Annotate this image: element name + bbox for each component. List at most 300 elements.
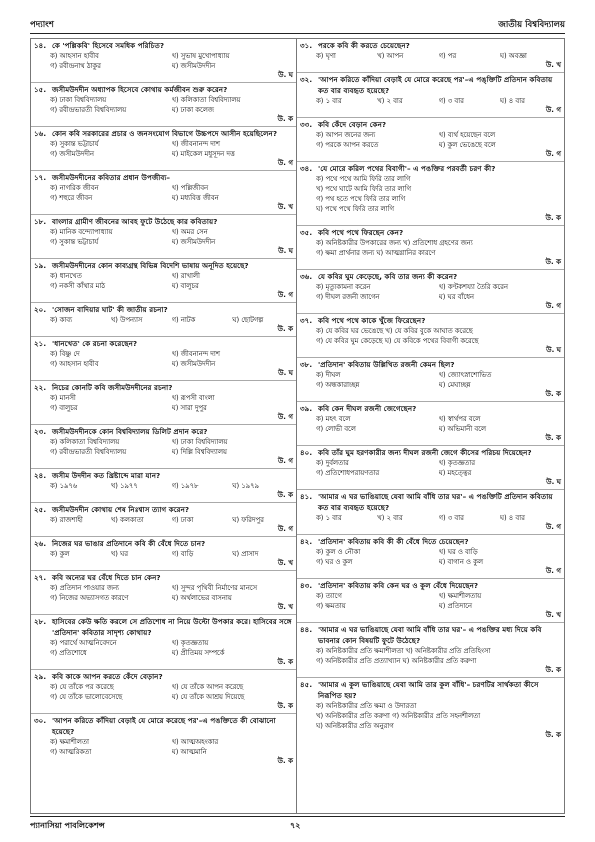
- header-section-title: পদ্যাংশ: [30, 20, 54, 30]
- option-list: [300, 547, 561, 567]
- option-list: [34, 349, 293, 369]
- question-text: 'আমার এ ঘর ভাঙিয়াছে যেবা আমি বাঁধি তার ঘর'– এ পঙক্তির মধ্য দিয়ে কবি ভাবনার কোন বিষয়টি ফুটে উঠেছে?: [318, 625, 542, 645]
- answer-key: উ. গ: [545, 523, 561, 531]
- question-text: কবি কেঁদে বেড়ান কেন?: [318, 120, 387, 129]
- question-text: কবি অন্যের ঘর বেঁধে দিতে চান কেন?: [52, 573, 161, 582]
- question-text: 'ধানখেত' কে রচনা করেছেন?: [52, 339, 138, 348]
- answer-option: ক) কুল: [50, 550, 70, 558]
- option-list: [300, 51, 561, 61]
- answer-option: ঘ) পথে পথে ফিরি তার লাগি: [316, 205, 394, 213]
- option-list: [300, 238, 561, 258]
- answer-option: ক) মৃত্যুকামনা করেন: [316, 283, 371, 291]
- answer-key: উ. ক: [277, 702, 293, 710]
- question-text: জসীমউদদীন অধ্যাপক হিসেবে কোথায় কর্মজীবন শুরু করেন?: [52, 85, 228, 94]
- question-number: ২৩.: [34, 427, 47, 436]
- answer-option: খ) অমর সেন: [171, 228, 208, 236]
- question-number: ৩৭.: [300, 316, 313, 325]
- answer-key-row: [300, 61, 561, 70]
- option-list: [300, 591, 561, 611]
- question-number: ২২.: [34, 383, 47, 392]
- question-block: [297, 118, 564, 162]
- answer-option: গ) বাড়ি: [171, 550, 194, 558]
- option-list: [34, 183, 293, 203]
- question-stem: [34, 338, 293, 349]
- answer-option: ক) ঢাকা বিশ্ববিদ্যালয়: [50, 96, 107, 104]
- question-block: [297, 579, 564, 623]
- option-list: [300, 282, 561, 302]
- question-text: 'আপন করিতে কাঁদিয়া বেড়াই যে মোরে করেছে পর'–এ পঙ্‌ক্তিটি প্রতিদান কবিতায় কত বার ব্যবহৃত হয়েছে?: [318, 75, 553, 95]
- option-list: [34, 638, 293, 658]
- question-number: ২৬.: [34, 539, 47, 548]
- answer-key-row: [34, 115, 293, 124]
- answer-key-row: [300, 106, 561, 115]
- answer-option: ঘ) যে তাঁকে আশ্রয় দিয়েছে: [171, 693, 245, 701]
- option-list: [34, 481, 293, 491]
- question-block: [31, 83, 296, 127]
- answer-key: উ. গ: [277, 413, 293, 421]
- answer-option: খ) আপন: [377, 52, 404, 60]
- answer-key-row: [300, 611, 561, 620]
- answer-option: ক) যে কবির ঘর ভেঙেছে খ) যে কবির বুকে আঘাত করেছে: [316, 327, 473, 335]
- answer-option: খ) ক্ষমাশীলতায়: [438, 592, 482, 600]
- option-list: [300, 414, 561, 434]
- question-number: ১৭.: [34, 173, 47, 182]
- question-block: [297, 162, 564, 226]
- answer-option: খ) সুন্দর পৃথিবী নির্মাণের মানসে: [171, 584, 257, 592]
- answer-option: ঘ) ঢাকা কলেজ: [171, 106, 214, 114]
- question-columns: [30, 38, 565, 814]
- answer-key-row: [300, 302, 561, 311]
- option-list: [34, 437, 293, 457]
- question-block: [31, 714, 296, 768]
- option-list: [300, 96, 561, 106]
- answer-option: খ) কলিকাতা বিশ্ববিদ্যালয়: [171, 96, 241, 104]
- answer-option: ঘ) ফরিদপুর: [232, 516, 264, 524]
- answer-option: গ) প্রতিশোধপরায়ণতার: [316, 469, 380, 477]
- option-list: [34, 315, 293, 325]
- answer-option: গ) যে তাঁকে ভালোবেসেছে: [50, 693, 123, 701]
- question-block: [297, 358, 564, 402]
- option-list: [300, 458, 561, 478]
- question-stem: [34, 504, 293, 515]
- answer-key-row: [300, 434, 561, 443]
- option-list: [300, 370, 561, 390]
- answer-option: গ) বালুচর: [50, 404, 78, 412]
- right-column: [297, 38, 565, 814]
- answer-option: গ) ক্ষমা প্রার্থনার জন্য ঘ) আত্মগ্লানির কারণে: [316, 249, 436, 257]
- answer-key-row: [300, 478, 561, 487]
- answer-option: ক) ঘৃণা: [316, 52, 336, 60]
- answer-option: গ) রবীন্দ্রনাথ ঠাকুর: [50, 62, 101, 70]
- answer-key: উ. গ: [277, 457, 293, 465]
- option-list: [300, 174, 561, 214]
- question-text: জসীমউদদীনের কবিতার প্রধান উপজীব্য–: [52, 173, 170, 182]
- question-stem: [34, 84, 293, 95]
- question-number: ২০.: [34, 305, 47, 314]
- answer-option: গ) ৩ বার: [438, 97, 464, 105]
- question-text: যে কবির ঘুম কেড়েছে, কবি তার জন্য কী করেন?: [318, 272, 458, 281]
- question-block: [31, 215, 296, 259]
- answer-option: ক) প্রতিদান পাওয়ার জন্য: [50, 584, 120, 592]
- answer-key: উ. ক: [277, 115, 293, 123]
- answer-key: উ. গ: [277, 291, 293, 299]
- answer-key-row: [34, 702, 293, 711]
- answer-option: ক) পথে পথে আমি ফিরি তার লাগি: [316, 175, 411, 183]
- answer-option: গ) পরকে আপন করতে: [316, 141, 379, 149]
- answer-key-row: [300, 523, 561, 532]
- question-stem: [34, 715, 293, 737]
- option-list: [300, 130, 561, 150]
- question-stem: [300, 679, 561, 701]
- answer-option: গ) শহুরে জীবন: [50, 194, 93, 202]
- answer-option: ঘ) ছোটগল্প: [232, 316, 264, 324]
- answer-option: ক) ১ বার: [316, 514, 342, 522]
- answer-option: ক) ধানখেত: [50, 272, 82, 280]
- question-block: [297, 226, 564, 270]
- answer-option: ঘ) ঘর বাঁধেন: [438, 293, 474, 301]
- answer-option: গ) দীঘল রজনী জাগেন: [316, 293, 380, 301]
- question-number: ৩০.: [34, 716, 47, 725]
- footer-publisher: প্যানাসিয়া পাবলিকেশন্স: [30, 820, 105, 830]
- question-stem: [34, 40, 293, 51]
- answer-option: খ) রাখালী: [171, 272, 200, 280]
- question-block: [31, 381, 296, 425]
- answer-key-row: [300, 258, 561, 267]
- answer-option: ঘ) মাইকেল মধুসূদন দত্ত: [171, 150, 235, 158]
- question-text: 'সোজন বাদিয়ার ঘাট' কী জাতীয় রচনা?: [52, 305, 168, 314]
- answer-key-row: [34, 603, 293, 612]
- header-rule: [30, 33, 565, 34]
- option-list: [34, 51, 293, 71]
- question-stem: [34, 304, 293, 315]
- question-stem: [300, 74, 561, 96]
- answer-option: ক) ত্যাগে: [316, 592, 342, 600]
- question-text: বাংলার গ্রামীণ জীবনের আবহ ফুটে উঠেছে কার কবিতায়?: [52, 217, 218, 226]
- answer-option: গ) রবীন্দ্রভারতী বিশ্ববিদ্যালয়: [50, 106, 127, 114]
- answer-key-row: [34, 71, 293, 80]
- answer-option: ঘ) ৪ বার: [499, 97, 525, 105]
- answer-option: ক) যে তাঁকে পর করেছে: [50, 683, 114, 691]
- question-stem: [34, 470, 293, 481]
- answer-option: ঘ) বালুচর: [171, 282, 199, 290]
- question-stem: [300, 163, 561, 174]
- answer-key-row: [300, 214, 561, 223]
- answer-option: ঘ) মধ্যবিত্ত জীবন: [171, 194, 219, 202]
- answer-option: খ) পল্লিজীবন: [171, 184, 209, 192]
- question-text: কবি পথে পথে কাকে খুঁজে ফিরেছেন?: [318, 316, 426, 325]
- question-number: ২৮.: [34, 617, 47, 626]
- answer-key: উ. ঘ: [546, 478, 561, 486]
- question-text: নিজের ঘর ভাঙার প্রতিদানে কবি কী বেঁধে দিতে চান?: [52, 539, 206, 548]
- answer-option: ঘ) দিল্লি বিশ্ববিদ্যালয়: [171, 448, 227, 456]
- answer-option: খ) যে তাঁকে আপন করেছে: [171, 683, 244, 691]
- answer-option: ঘ) প্রতিদানে: [438, 602, 472, 610]
- answer-option: গ) যে কবির ঘুম কেড়েছে ঘ) যে কবিকে পথের বিবাগী করেছে: [316, 337, 479, 345]
- question-text: 'আপন করিতে কাঁদিয়া বেড়াই যে মোরে করেছে পর'–এ পঙক্তিতে কী বোঝানো হয়েছে?: [52, 716, 276, 736]
- question-stem: [300, 536, 561, 547]
- question-number: ২১.: [34, 339, 47, 348]
- question-number: ৩৮.: [300, 360, 313, 369]
- answer-key-row: [34, 291, 293, 300]
- answer-option: ক) অনিষ্টকারীর উপকারের জন্য খ) প্রতিশোধ গ্রহণের জন্য: [316, 239, 473, 247]
- answer-option: খ) পথে ঘাটে আমি ফিরি তার লাগি: [316, 185, 411, 193]
- answer-key-row: [34, 159, 293, 168]
- answer-option: ক) কুল ও নৌকা: [316, 548, 361, 556]
- answer-option: ঘ) মহত্ত্বের: [438, 469, 472, 477]
- question-block: [297, 623, 564, 678]
- answer-key: উ. খ: [277, 203, 293, 211]
- question-text: 'আমার এ কুল ভাঙিয়াছে যেবা আমি তার কুল বাঁধি'– চরণটির সার্থকতা কীসে নিরূপিত হয়?: [318, 680, 539, 700]
- left-column: [30, 38, 297, 814]
- question-block: [297, 535, 564, 579]
- answer-option: খ) কণ্টকশয্যা তৈরি করেন: [438, 283, 508, 291]
- answer-option: গ) নকসী কাঁথার মাঠ: [50, 282, 106, 290]
- answer-key-row: [34, 247, 293, 256]
- answer-option: ক) দুর্বলতার: [316, 459, 349, 467]
- question-number: ২৯.: [34, 672, 47, 681]
- question-number: ৪৫.: [300, 680, 313, 689]
- answer-key-row: [34, 413, 293, 422]
- question-text: নিচের কোনটি কবি জসীমউদদীনের রচনা?: [52, 383, 173, 392]
- question-number: ২৪.: [34, 471, 47, 480]
- answer-option: ঘ) অভিমানী বলে: [438, 425, 486, 433]
- answer-key: উ. খ: [545, 611, 561, 619]
- option-list: [34, 95, 293, 115]
- answer-key-row: [300, 346, 561, 355]
- question-block: [31, 39, 296, 83]
- answer-option: ক) নাগরিক জীবন: [50, 184, 99, 192]
- question-text: 'যে মোরে করিল পথের বিবাগী'– এ পঙক্তির পরবর্তী চরণ কী?: [318, 164, 496, 173]
- answer-option: ক) ক্ষমাশীলতা: [50, 738, 89, 746]
- question-block: [297, 490, 564, 535]
- answer-option: খ) জীবনানন্দ দাশ: [171, 350, 220, 358]
- question-number: ৪৪.: [300, 625, 313, 634]
- answer-option: ঘ) জসীমউদদীন: [171, 360, 216, 368]
- answer-key-row: [300, 150, 561, 159]
- question-stem: [34, 426, 293, 437]
- question-text: জসীমউদদীন কোথায় শেষ নিঃশ্বাস ত্যাগ করেন?: [52, 505, 190, 514]
- question-block: [297, 314, 564, 358]
- answer-option: ক) আপন জনের জন্য: [316, 131, 376, 139]
- answer-key: উ. খ: [277, 559, 293, 567]
- answer-option: গ) নাটক: [171, 316, 196, 324]
- answer-option: ঘ) প্রাসাদ: [232, 550, 259, 558]
- answer-option: ঘ) কুল ভেঙেছে বলে: [438, 141, 496, 149]
- question-stem: [34, 671, 293, 682]
- answer-key: উ. ক: [545, 434, 561, 442]
- question-stem: [300, 227, 561, 238]
- question-number: ১৪.: [34, 41, 47, 50]
- answer-option: ঘ) জসীমউদদীন: [171, 62, 216, 70]
- page-footer: [30, 819, 565, 833]
- answer-option: খ) জ্যোৎস্নাশোভিত: [438, 371, 492, 379]
- question-text: জসীমউদদীনকে কোন বিশ্ববিদ্যালয় ডিলিট প্রদান করে?: [52, 427, 208, 436]
- option-list: [300, 701, 561, 731]
- question-block: [31, 337, 296, 381]
- option-list: [300, 326, 561, 346]
- answer-key: উ. গ: [545, 302, 561, 310]
- answer-key: উ. ক: [545, 666, 561, 674]
- question-number: ৩৩.: [300, 120, 313, 129]
- question-stem: [300, 271, 561, 282]
- answer-key-row: [34, 203, 293, 212]
- option-list: [34, 682, 293, 702]
- answer-option: ঘ) বাগান ও কুল: [438, 558, 483, 566]
- answer-key: উ. ক: [277, 658, 293, 666]
- answer-option: ক) দীঘল: [316, 371, 341, 379]
- question-number: ৪০.: [300, 448, 313, 457]
- answer-option: গ) ৩ বার: [438, 514, 464, 522]
- option-list: [34, 737, 293, 757]
- question-number: ৩৫.: [300, 228, 313, 237]
- question-text: জসীম উদদীন কত খ্রিষ্টাব্দে মারা যান?: [52, 471, 161, 480]
- answer-key: উ. ক: [545, 258, 561, 266]
- question-text: কোন কবি সরকারের প্রচার ও জনসংযোগ বিভাগে উচ্চপদে আসীন হয়েছিলেন?: [52, 129, 277, 138]
- answer-option: গ) অন্ধকারাচ্ছন্ন: [316, 381, 360, 389]
- question-block: [31, 469, 296, 503]
- answer-key: উ. ক: [277, 491, 293, 499]
- question-stem: [34, 616, 293, 638]
- answer-key-row: [34, 457, 293, 466]
- question-block: [297, 73, 564, 118]
- answer-key-row: [34, 325, 293, 334]
- answer-option: খ) ১৯৭৭: [110, 482, 138, 490]
- option-list: [34, 393, 293, 413]
- answer-key: উ. ক: [277, 757, 293, 765]
- answer-key: উ. ক: [545, 731, 561, 739]
- question-stem: [300, 403, 561, 414]
- question-text: কবি পথে পথে ফিরছেন কেন?: [318, 228, 404, 237]
- question-number: ১৬.: [34, 129, 47, 138]
- answer-option: গ) নিজের অভ্যাসগত কারণে: [50, 594, 129, 602]
- question-number: ১৮.: [34, 217, 47, 226]
- question-number: ৩১.: [300, 41, 313, 50]
- option-list: [300, 513, 561, 523]
- question-stem: [300, 580, 561, 591]
- answer-option: ঘ) সারা দুপুর: [171, 404, 207, 412]
- answer-option: ক) ১ বার: [316, 97, 342, 105]
- answer-key: উ. ঘ: [278, 247, 293, 255]
- question-number: ১৯.: [34, 261, 47, 270]
- answer-option: খ) কৃতজ্ঞতার: [438, 459, 475, 467]
- question-block: [31, 259, 296, 303]
- question-number: ৪১.: [300, 492, 313, 501]
- answer-option: গ) প্রতিশোধে: [50, 649, 87, 657]
- answer-key: উ. গ: [545, 150, 561, 158]
- answer-option: ক) বিষ্ণু দে: [50, 350, 80, 358]
- question-text: 'প্রতিদান' কবিতায় কবি কী কী বেঁধে দিতে চেয়েছেন?: [318, 537, 469, 546]
- answer-option: ঘ) মেঘাচ্ছন্ন: [438, 381, 471, 389]
- answer-key-row: [34, 658, 293, 667]
- answer-key-row: [34, 369, 293, 378]
- answer-key: উ. খ: [277, 603, 293, 611]
- option-list: [34, 549, 293, 559]
- answer-option: গ) আহসান হাবীব: [50, 360, 99, 368]
- answer-key-row: [300, 666, 561, 675]
- question-stem: [300, 624, 561, 646]
- question-stem: [300, 119, 561, 130]
- answer-option: খ) রূপসী বাংলা: [171, 394, 215, 402]
- question-number: ৩৪.: [300, 164, 313, 173]
- answer-option: ঘ) ৪ বার: [499, 514, 525, 522]
- answer-option: খ) ২ বার: [377, 514, 403, 522]
- footer-rule: [30, 816, 565, 817]
- answer-option: ক) ১৯৭৬: [50, 482, 78, 490]
- answer-option: গ) ঘর ও কুল: [316, 558, 353, 566]
- question-block: [31, 571, 296, 615]
- question-stem: [34, 128, 293, 139]
- answer-key-row: [34, 491, 293, 500]
- answer-key: উ. গ: [277, 525, 293, 533]
- question-block: [31, 303, 296, 337]
- answer-option: গ) ঢাকা: [171, 516, 194, 524]
- question-stem: [34, 260, 293, 271]
- answer-key: উ. খ: [545, 61, 561, 69]
- question-block: [31, 670, 296, 714]
- option-list: [34, 583, 293, 603]
- page-header: [30, 16, 565, 32]
- question-text: 'প্রতিদান' কবিতায় কবি কেন ঘর ও কুল বেঁধে দিয়েছেন?: [318, 581, 479, 590]
- question-stem: [34, 538, 293, 549]
- question-block: [31, 615, 296, 670]
- question-stem: [300, 359, 561, 370]
- answer-option: ক) কলিকাতা বিশ্ববিদ্যালয়: [50, 438, 120, 446]
- answer-option: খ) স্বার্থপর বলে: [438, 415, 481, 423]
- answer-key: উ. গ: [545, 567, 561, 575]
- answer-option: ক) আহসান হাবীব: [50, 52, 99, 60]
- answer-key: উ. গ: [545, 106, 561, 114]
- option-list: [34, 515, 293, 525]
- answer-option: খ) ব্যর্থ হয়েছেন বলে: [438, 131, 496, 139]
- question-text: 'আমার এ ঘর ভাঙিয়াছে যেবা আমি বাঁধি তার ঘর'– এ পঙক্তিটি প্রতিদান কবিতায় কত বার ব্যবহৃত হয়েছে?: [318, 492, 553, 512]
- answer-option: ক) অনিষ্টকারীর প্রতি ক্ষমাশীলতা খ) অনিষ্টকারীর প্রতি প্রতিহিংসা: [316, 647, 491, 655]
- answer-option: ঘ) অবজ্ঞা: [499, 52, 527, 60]
- answer-option: ঘ) জসীমউদদীন: [171, 238, 216, 246]
- question-stem: [34, 572, 293, 583]
- question-stem: [300, 491, 561, 513]
- question-number: ৩৯.: [300, 404, 313, 413]
- answer-option: খ) জীবনানন্দ দাশ: [171, 140, 220, 148]
- answer-option: খ) ঘর ও বাড়ি: [438, 548, 478, 556]
- question-stem: [300, 315, 561, 326]
- question-text: কবি কেন দীঘল রজনী জেগেছেন?: [318, 404, 417, 413]
- question-block: [297, 446, 564, 490]
- answer-option: ঘ) অনিষ্টকারীর প্রতি অনুরাগ: [316, 722, 394, 730]
- answer-option: গ) ১৯৭৮: [171, 482, 199, 490]
- question-block: [31, 537, 296, 571]
- question-block: [31, 171, 296, 215]
- question-text: হাসিবের কেউ ক্ষতি করলে সে প্রতিশোধ না নিয়ে উল্টো উপকার করে। হাসিবের সঙ্গে 'প্রতিদান' কবিতার সাদৃশ্য কোথায়?: [52, 617, 292, 637]
- option-list: [34, 227, 293, 247]
- question-block: [297, 678, 564, 742]
- question-text: জসীমউদদীনের কোন কাব্যগ্রন্থ বিভিন্ন বিদেশি ভাষায় অনূদিত হয়েছে?: [52, 261, 249, 270]
- answer-key-row: [300, 390, 561, 399]
- answer-option: খ) উপন্যাস: [110, 316, 143, 324]
- answer-option: ক) মহৎ বলে: [316, 415, 351, 423]
- question-block: [297, 39, 564, 73]
- answer-key-row: [34, 559, 293, 568]
- option-list: [34, 271, 293, 291]
- option-list: [300, 646, 561, 666]
- question-stem: [34, 216, 293, 227]
- answer-option: ঘ) অর্থলাভের বাসনায়: [171, 594, 232, 602]
- answer-option: খ) ঢাকা বিশ্ববিদ্যালয়: [171, 438, 228, 446]
- answer-option: গ) আত্মরিকতা: [50, 748, 92, 756]
- answer-option: ক) রাজশাহী: [50, 516, 83, 524]
- answer-key: উ. ঘ: [278, 369, 293, 377]
- answer-option: গ) রবীন্দ্রভারতী বিশ্ববিদ্যালয়: [50, 448, 127, 456]
- question-number: ১৫.: [34, 85, 47, 94]
